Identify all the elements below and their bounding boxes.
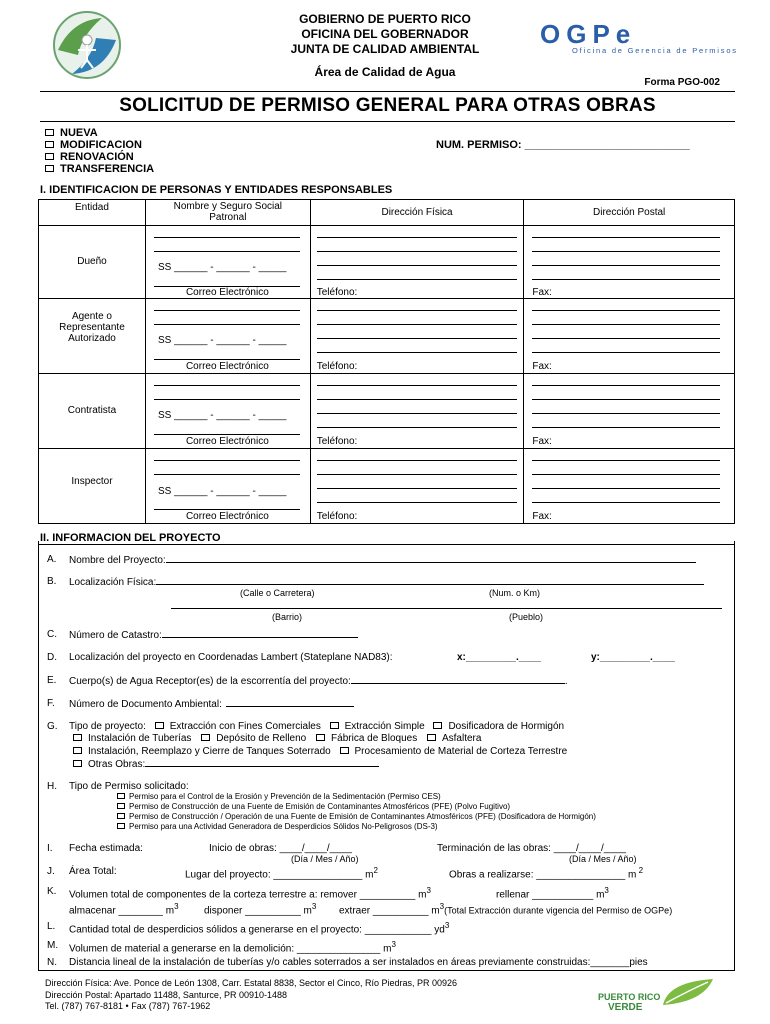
field-label: Volumen de material a generarse en la demolición: _______________ m — [69, 943, 392, 955]
table-row — [39, 449, 735, 524]
coordinates-label: Localización del proyecto en Coordenadas Lambert (Stateplane NAD83): — [69, 652, 393, 663]
letter-k: K. — [47, 886, 57, 897]
project-type-row1 — [69, 721, 564, 732]
checkbox[interactable] — [340, 747, 349, 754]
phone-label: Teléfono: — [316, 436, 358, 447]
table-row — [39, 226, 735, 299]
option-label: Permiso de Construcción / Operación de una Fuente de Emisión de Contaminantes Atmosféricos (PFE) (Dosificadora de Hormigón) — [129, 812, 596, 821]
name-cell[interactable] — [145, 449, 310, 524]
project-type-row4[interactable] — [73, 758, 379, 770]
calle-caption: (Calle o Carretera) — [240, 588, 315, 598]
dir-fisica-cell[interactable] — [310, 449, 524, 524]
header-oficina: OFICINA DEL GOBERNADOR — [301, 27, 469, 41]
checkbox[interactable] — [73, 747, 82, 754]
col-nombre — [145, 200, 310, 226]
ss-field[interactable]: SS ______ - ______ - _____ — [157, 335, 287, 346]
jca-logo — [52, 10, 122, 80]
option-label: Permiso para el Control de la Erosión y Prevención de la Sedimentación (Permiso CES) — [129, 792, 441, 801]
coord-x-field[interactable]: x:_________.____ — [457, 652, 541, 663]
linear-distance-field[interactable]: Distancia lineal de la instalación de tuberías y/o cables soterrados a ser instalados en áreas previamente construidas:_______pies — [69, 957, 648, 968]
checkbox[interactable] — [155, 722, 164, 729]
col-header-label: Nombre y Seguro Social Patronal — [173, 201, 283, 223]
divider — [40, 91, 735, 92]
entity-cell — [39, 226, 146, 299]
inicio-field[interactable]: Inicio de obras: ____/____/____ — [209, 843, 352, 854]
solid-waste-field[interactable]: Cantidad total de desperdicios sólidos a generarse en el proyecto: ____________ $yd^3$ — [69, 921, 450, 936]
letter-j: J. — [47, 866, 55, 877]
leaf-icon — [658, 977, 718, 1007]
logo-text-pr: PUERTO RICO — [598, 992, 661, 1002]
table-row — [39, 374, 735, 449]
letter-i: I. — [47, 843, 53, 854]
dir-fisica-cell[interactable] — [310, 299, 524, 374]
dir-fisica-cell[interactable] — [310, 374, 524, 449]
checkbox[interactable] — [117, 823, 125, 829]
footer-address-physical: Dirección Física: Ave. Ponce de León 1308, Carr. Estatal 8838, Sector el Cinco, Río Piedras, PR 00926 — [45, 978, 458, 988]
letter-h: H. — [47, 781, 57, 792]
name-cell[interactable] — [145, 374, 310, 449]
ss-field[interactable]: SS ______ - ______ - _____ — [157, 262, 287, 273]
letter-l: L. — [47, 921, 56, 932]
entity-cell — [39, 449, 146, 524]
entity-label: Inspector — [71, 476, 113, 487]
phone-label: Teléfono: — [316, 361, 358, 372]
option-label: Permiso de Construcción de una Fuente de Emisión de Contaminantes Atmosféricos (PFE) (Polvo Fugitivo) — [129, 802, 511, 811]
field-label: extraer __________ m — [339, 905, 440, 917]
option-label: MODIFICACION — [60, 139, 142, 151]
option-label: Otras Obras: — [88, 759, 146, 770]
field-label: almacenar ________ m — [69, 905, 175, 917]
volume-almacenar-field[interactable]: almacenar ________ $m^3$ — [69, 902, 179, 917]
col-dir-fisica — [310, 200, 524, 226]
fecha-label: Fecha estimada: — [69, 843, 143, 854]
letter-m: M. — [47, 940, 59, 951]
field-label: Cuerpo(s) de Agua Receptor(es) de la escorrentía del proyecto: — [69, 676, 351, 687]
fax-label: Fax: — [532, 361, 552, 372]
email-label: Correo Electrónico — [185, 511, 269, 522]
option-label: NUEVA — [60, 127, 98, 139]
checkbox[interactable] — [433, 722, 442, 729]
dir-postal-cell[interactable] — [524, 374, 735, 449]
demolition-volume-field[interactable]: Volumen de material a generarse en la demolición: _______________ $m^3$ — [69, 940, 396, 955]
option-label: Extracción Simple — [344, 721, 425, 732]
option-label: Instalación, Reemplazo y Cierre de Tanques Soterrado — [88, 746, 331, 757]
dir-postal-cell[interactable] — [524, 226, 735, 299]
option-nueva[interactable] — [45, 127, 98, 139]
area-lugar-field[interactable]: Lugar del proyecto: ________________ $m^2$ — [185, 866, 378, 881]
footer-address-postal: Dirección Postal: Apartado 11488, Santurce, PR 00910-1488 — [45, 990, 287, 1000]
option-label: Asfaltera — [441, 733, 482, 744]
phone-label: Teléfono: — [316, 287, 358, 298]
field-label: Nombre del Proyecto: — [69, 555, 166, 566]
ogpe-logo-sub: Oficina de Gerencia de Permisos — [572, 46, 738, 55]
project-name-field[interactable] — [69, 554, 696, 566]
field-label: Obras a realizarse: ________________ m — [449, 869, 637, 881]
option-label: Permiso para una Actividad Generadora de Desperdicios Sólidos No-Peligrosos (DS-3) — [129, 822, 438, 831]
letter-n: N. — [47, 957, 57, 968]
ss-field[interactable]: SS ______ - ______ - _____ — [157, 410, 287, 421]
option-renovacion[interactable] — [45, 151, 134, 163]
checkbox[interactable] — [73, 734, 82, 741]
ogpe-logo-text: OGPe — [540, 19, 637, 49]
checkbox[interactable] — [45, 141, 54, 148]
dir-fisica-cell[interactable] — [310, 226, 524, 299]
email-label: Correo Electrónico — [185, 436, 269, 447]
area-total-label: Área Total: — [69, 866, 117, 877]
col-header-label: Dirección Postal — [593, 207, 666, 218]
num-caption: (Num. o Km) — [489, 588, 541, 598]
col-header-label: Dirección Física — [381, 207, 453, 218]
fax-label: Fax: — [532, 436, 552, 447]
page-title: SOLICITUD DE PERMISO GENERAL PARA OTRAS OBRAS — [119, 95, 656, 116]
checkbox[interactable] — [330, 722, 339, 729]
section1-title: I. IDENTIFICACION DE PERSONAS Y ENTIDADES RESPONSABLES — [40, 184, 393, 196]
field-label: rellenar ___________ m — [496, 889, 605, 901]
entities-table — [38, 199, 735, 524]
logo-text-verde: VERDE — [608, 1002, 643, 1013]
option-label: Procesamiento de Material de Corteza Terrestre — [354, 746, 568, 757]
project-info-box — [38, 541, 735, 971]
dir-postal-cell[interactable] — [524, 449, 735, 524]
phone-label: Teléfono: — [316, 511, 358, 522]
letter-c: C. — [47, 629, 57, 640]
pueblo-caption: (Pueblo) — [509, 612, 544, 622]
email-label: Correo Electrónico — [185, 361, 269, 372]
ogpe-logo — [540, 19, 750, 56]
terminacion-field[interactable]: Terminación de las obras: ____/____/____ — [437, 843, 627, 854]
volume-extraer-field[interactable]: extraer __________ $m^3(Total$ Extracción durante vigencia del Permiso de OGPe) — [339, 902, 673, 917]
option-modificacion[interactable] — [45, 139, 142, 151]
col-header-label: Entidad — [75, 202, 109, 213]
header-junta: JUNTA DE CALIDAD AMBIENTAL — [290, 42, 480, 56]
email-label: Correo Electrónico — [185, 287, 269, 298]
barrio-caption: (Barrio) — [272, 612, 303, 622]
checkbox[interactable] — [45, 165, 54, 172]
volume-rellenar-field[interactable]: rellenar ___________ $m^3$ — [496, 886, 609, 901]
date-format-caption: (Día / Mes / Año) — [291, 854, 359, 864]
divider — [40, 121, 735, 122]
checkbox[interactable] — [73, 760, 82, 767]
letter-d: D. — [47, 652, 57, 663]
col-dir-postal — [524, 200, 735, 226]
col-entidad — [39, 200, 146, 226]
entity-cell — [39, 374, 146, 449]
form-number: Forma PGO-002 — [644, 77, 720, 88]
checkbox[interactable] — [427, 734, 436, 741]
permit-opt-pfe-dosif[interactable] — [117, 812, 596, 821]
location-field[interactable] — [69, 576, 704, 588]
num-permiso-field[interactable]: NUM. PERMISO: ___________________________ — [436, 139, 690, 151]
option-label: Depósito de Relleno — [216, 733, 307, 744]
volume-remover-field[interactable]: Volumen total de componentes de la corteza terrestre a: remover __________ $m^3$ — [69, 886, 431, 901]
extraction-note: (Total Extracción durante vigencia del Permiso de OGPe) — [444, 905, 673, 916]
project-type-row3 — [73, 746, 567, 757]
catastro-field[interactable] — [69, 629, 358, 641]
name-cell[interactable] — [145, 226, 310, 299]
footer-phone: Tel. (787) 767-8181 • Fax (787) 767-1962 — [45, 1001, 211, 1011]
date-format-caption: (Día / Mes / Año) — [569, 854, 637, 864]
checkbox[interactable] — [117, 803, 125, 809]
letter-g: G. — [47, 721, 58, 732]
checkbox[interactable] — [45, 129, 54, 136]
area-obras-field[interactable]: Obras a realizarse: ________________ m $^2$ — [449, 866, 644, 881]
name-cell[interactable] — [145, 299, 310, 374]
permit-opt-pfe[interactable] — [117, 802, 510, 811]
field-label: Volumen total de componentes de la corteza terrestre a: remover __________ m — [69, 889, 427, 901]
field-label: disponer __________ m — [204, 905, 312, 917]
project-type-row2 — [73, 733, 481, 744]
section2-title: II. INFORMACION DEL PROYECTO — [40, 532, 221, 544]
permit-type-label: Tipo de Permiso solicitado: — [69, 781, 189, 792]
checkbox[interactable] — [201, 734, 210, 741]
fax-label: Fax: — [532, 287, 552, 298]
field-label: Número de Catastro: — [69, 630, 162, 641]
doc-ambiental-field[interactable] — [69, 698, 354, 710]
water-body-field[interactable]: Cuerpo(s) de Agua Receptor(es) de la escorrentía del proyecto: . — [69, 676, 568, 687]
field-label: Lugar del proyecto: ________________ m — [185, 869, 374, 881]
field-label: Número de Documento Ambiental: — [69, 699, 222, 710]
dir-postal-cell[interactable] — [524, 299, 735, 374]
puerto-rico-verde-logo — [598, 977, 718, 1017]
entity-cell — [39, 299, 146, 374]
letter-f: F. — [47, 698, 55, 709]
field-label: Tipo de proyecto: — [69, 721, 146, 732]
fax-label: Fax: — [532, 511, 552, 522]
option-label: Extracción con Fines Comerciales — [169, 721, 321, 732]
entity-label: Dueño — [77, 256, 107, 267]
field-label: Localización Física: — [69, 577, 157, 588]
option-label: RENOVACIÓN — [60, 151, 134, 163]
permit-opt-ces[interactable] — [117, 792, 441, 801]
entity-label: Agente o Representante Autorizado — [59, 311, 125, 344]
letter-e: E. — [47, 675, 57, 686]
header-gobierno: GOBIERNO DE PUERTO RICO — [299, 12, 471, 26]
letter-b: B. — [47, 576, 57, 587]
field-label: Cantidad total de desperdicios sólidos a generarse en el proyecto: ____________ yd — [69, 924, 445, 936]
checkbox[interactable] — [316, 734, 325, 741]
header-area: Área de Calidad de Agua — [314, 65, 456, 79]
checkbox[interactable] — [45, 153, 54, 160]
coord-y-field[interactable]: y:_________.____ — [591, 652, 675, 663]
option-label: TRANSFERENCIA — [60, 163, 155, 175]
volume-disponer-field[interactable]: disponer __________ $m^3$ — [204, 902, 317, 917]
letter-a: A. — [47, 554, 57, 565]
ss-field[interactable]: SS ______ - ______ - _____ — [157, 486, 287, 497]
option-label: Dosificadora de Hormigón — [448, 721, 565, 732]
permit-opt-ds3[interactable] — [117, 822, 438, 831]
option-label: Fábrica de Bloques — [331, 733, 418, 744]
entity-label: Contratista — [67, 405, 117, 416]
option-transferencia[interactable] — [45, 163, 154, 175]
table-row — [39, 299, 735, 374]
checkbox[interactable] — [117, 813, 125, 819]
option-label: Instalación de Tuberías — [88, 733, 192, 744]
checkbox[interactable] — [117, 793, 125, 799]
